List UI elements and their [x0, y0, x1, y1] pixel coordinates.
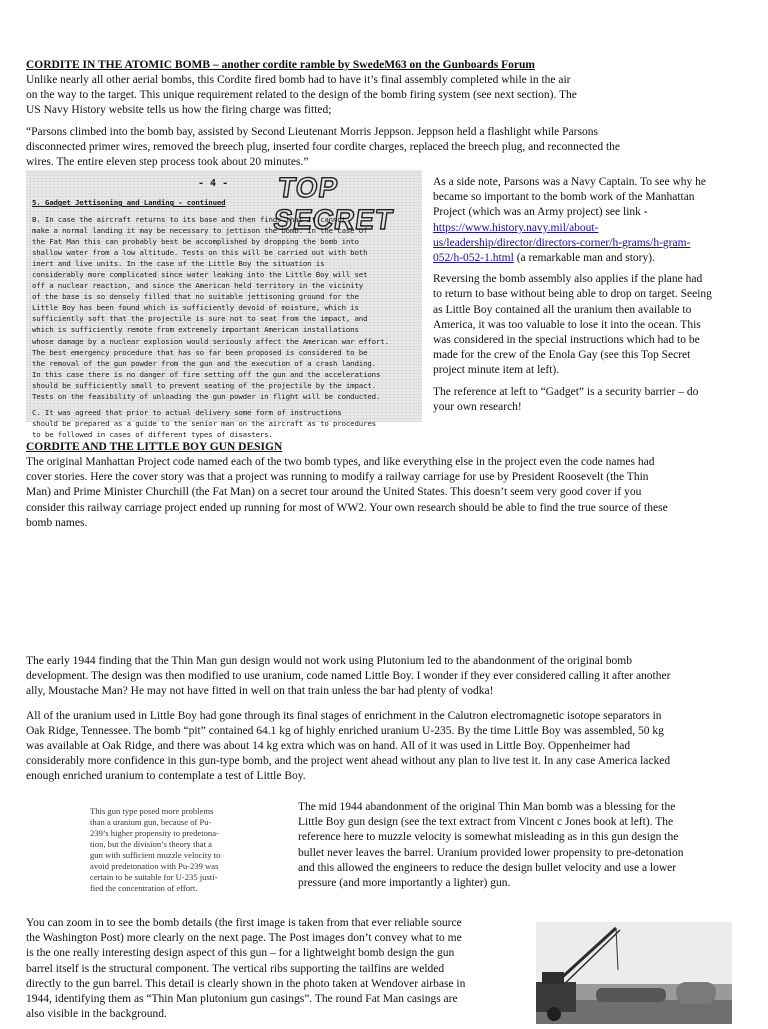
body-line: considerably more confidence in this gun-type bomb, and the project went ahead without any plan to live test it. In any case America lacked	[26, 755, 671, 768]
side-note-line: America, it was too valuable to lose it into the ocean. This	[433, 318, 701, 331]
intro-line: on the way to the target. This unique requirement related to the design of the bomb firing system (see next section). The	[26, 89, 577, 102]
section-heading: CORDITE IN THE ATOMIC BOMB – another cordite ramble by SwedeM63 on the Gunboards Forum	[26, 59, 536, 71]
scan-line: sufficiently soft that the projectile is sure not to seat from the impact, and	[32, 314, 368, 324]
body-line: bomb names.	[26, 516, 88, 529]
navy-history-link[interactable]: https://www.history.navy.mil/about-	[433, 221, 599, 234]
crane-photo-graphic	[536, 922, 732, 1024]
side-note-line: to return to base without being able to drop on target. Seeing	[433, 288, 712, 301]
link-suffix: (a remarkable man and story).	[513, 252, 655, 265]
side-note-line: Project (which was an Army project) see link -	[433, 206, 648, 219]
body-line: The original Manhattan Project code named each of the two bomb types, and like everything else in the project even the code names had	[26, 456, 655, 468]
quote-line: wires. The entire eleven step process took about 20 minutes.”	[26, 156, 309, 169]
side-note-line: was considered in the special instructions which had to be	[433, 334, 700, 347]
side-note-line: made for the crew of the Enola Gay (see this Top Secret	[433, 349, 691, 362]
body-line: The mid 1944 abandonment of the original Thin Man bomb was a blessing for the	[298, 801, 676, 813]
section-heading: CORDITE AND THE LITTLE BOY GUN DESIGN	[26, 441, 283, 453]
body-line: the Washington Post) more clearly on the next page. The Post images don’t convey what to me	[26, 932, 462, 945]
section-little-boy-gun-design	[26, 440, 750, 531]
scan-line: of the base is so densely filled that no suitable jettisoning ground for the	[32, 292, 359, 302]
body-line: cover stories. Here the cover story was that a project was running to modify a railway carriage for use by President Roosevelt (the Thin	[26, 471, 649, 484]
side-note-line: as Little Boy contained all the uranium then available to	[433, 303, 692, 316]
body-line: and this allowed the engineers to reduce the design bullet velocity and use a lower	[298, 861, 677, 874]
quote-line: “Parsons climbed into the bomb bay, assisted by Second Lieutenant Morris Jeppson. Jeppson held a flashlight while Parsons	[26, 125, 598, 138]
top-secret-stamp: TOP SECRET	[271, 172, 396, 235]
scan-line: considerably more complicated since water leaking into the Little Boy will set	[32, 270, 368, 280]
body-line: The early 1944 finding that the Thin Man gun design would not work using Plutonium led to the abandonment of the original bomb	[26, 655, 633, 667]
scan-line: off a nuclear reaction, and since the American held territory in the vicinity	[32, 281, 364, 291]
body-line: bullet never leaves the barrel. Uranium provided lower propensity to pre-detonation	[298, 846, 684, 859]
body-line: was available at Oak Ridge, and there was about 14 kg extra which was on hand. All of it was used in Little Boy. Oppenheimer had	[26, 740, 631, 753]
top-secret-document-scan	[26, 170, 422, 439]
body-line: Oak Ridge, Tennessee. The bomb “pit” contained 64.1 kg of highly enriched uranium U-235. By the time Little Boy was assembled, 50 kg	[26, 724, 664, 737]
body-line: enough enriched uranium to contemplate a test of Little Boy.	[26, 770, 306, 783]
body-line: Little Boy gun design (see the text extract from Vincent c Jones book at left). The	[298, 816, 674, 829]
scan-section-title: 5. Gadget Jettisoning and Landing - continued	[32, 198, 226, 207]
book-line: certain to be suitable for U-235 justi-	[90, 872, 218, 882]
side-note-line: project minute item at left).	[433, 364, 560, 377]
body-line: reference here to muzzle velocity is somewhat misleading as in this gun design the	[298, 831, 679, 844]
book-line: fied the concentration of effort.	[90, 883, 198, 893]
scan-line: should be prepared as a guide to the senior man on the aircraft as to procedures	[32, 418, 376, 428]
scan-line: Tests on the feasibility of unloading the gun powder in flight will be conducted.	[32, 391, 381, 401]
scan-line: which is sufficiently remote from extremely important American installations	[32, 325, 359, 335]
scan-line: the Fat Man this can probably best be accomplished by dropping the bomb into	[32, 237, 359, 247]
scan-line: should be sufficiently small to prevent seating of the projectile by the impact.	[32, 380, 376, 390]
side-note-line: became so important to the bomb work of the Manhattan	[433, 191, 695, 204]
body-line: Man) and Prime Minister Churchill (the Fat Man) on a secret tour around the United States. This doesn’t seem very good cover if you	[26, 486, 642, 499]
side-note-line: your own research!	[433, 400, 522, 413]
scan-page-number: - 4 -	[198, 178, 229, 189]
scan-line: The best emergency procedure that has so far been proposed is considered to be	[32, 347, 368, 357]
book-line: 239’s higher propensity to predetona-	[90, 828, 219, 838]
body-line: ally, Moustache Man? He may not have fitted in well on that train unless the bar had plenty of vodka!	[26, 685, 494, 698]
body-line: pressure (and more importantly a lighter) gun.	[298, 877, 511, 890]
scan-line: make a normal landing it may be necessary to jettison the bomb. In the case of	[32, 226, 368, 236]
book-extract-image	[90, 806, 280, 893]
scan-line: whose damage by a nuclear explosion would seriously affect the American war effort.	[32, 336, 389, 346]
body-line: You can zoom in to see the bomb details (the first image is taken from that ever reliable source	[26, 917, 462, 929]
body-line: All of the uranium used in Little Boy had gone through its final stages of enrichment in the Calutron electromagnetic isotope separators in	[26, 709, 662, 722]
side-note-line: Reversing the bomb assembly also applies if the plane had	[433, 273, 703, 286]
scan-line: B. In case the aircraft returns to its base and then finds that it cannot	[32, 215, 346, 224]
scan-line: inert and live units. In the case of the Little Boy the situation is	[32, 259, 325, 269]
thin-man-note	[298, 800, 748, 891]
intro-line: US Navy History website tells us how the firing charge was fitted;	[26, 104, 332, 117]
body-line: also visible in the background.	[26, 1008, 167, 1021]
scan-line: to be followed in cases of different types of disasters.	[32, 429, 273, 439]
body-line: development. The design was then modified to use uranium, code named Little Boy. I wonder if they ever considered calling it after another	[26, 670, 671, 683]
book-line: tion, but the division’s theory that a	[90, 839, 212, 849]
book-line: gun with sufficient muzzle velocity to	[90, 850, 221, 860]
body-line: directly to the gun barrel. This detail is clearly shown in the photo taken at Wendover airbase in	[26, 977, 466, 990]
book-line: This gun type posed more problems	[90, 806, 214, 816]
navy-history-link[interactable]: 052/h-052-1.html	[433, 252, 514, 265]
side-note	[433, 175, 753, 415]
body-line: is the one really interesting design aspect of this gun – for a lightweight bomb design the gun	[26, 947, 455, 960]
scan-line: the removal of the gun powder from the gun and the execution of a crash landing.	[32, 358, 376, 368]
scan-line: In this case there is no danger of fire setting off the gun and the accelerations	[32, 369, 381, 379]
scan-body	[32, 214, 420, 440]
side-note-line: The reference at left to “Gadget” is a security barrier – do	[433, 385, 699, 398]
body-line: 1944, identifying them as “Thin Man plutonium gun casings”. The round Fat Man casings are	[26, 993, 458, 1006]
section-cordite-atomic-bomb	[26, 58, 746, 170]
intro-line: Unlike nearly all other aerial bombs, this Cordite fired bomb had to have it’s final assembly completed while in the air	[26, 74, 571, 86]
thin-man-finding	[26, 654, 750, 785]
side-note-line: As a side note, Parsons was a Navy Captain. To see why he	[433, 176, 707, 188]
body-line: barrel itself is the structural component. The vertical ribs supporting the tailfins are welded	[26, 962, 445, 975]
closing-paragraph	[26, 916, 526, 1022]
quote-line: disconnected primer wires, removed the breech plug, inserted four cordite charges, replaced the breech plug, and reconnected the	[26, 140, 621, 153]
wendover-crane-photo	[536, 922, 732, 1024]
navy-history-link[interactable]: us/leadership/director/directors-corner/h-grams/h-gram-	[433, 236, 691, 249]
book-line: than a uranium gun, because of Pu-	[90, 817, 212, 827]
book-line: avoid predetonation with Pu-239 was	[90, 861, 219, 871]
scan-line: C. It was agreed that prior to actual delivery some form of instructions	[32, 407, 342, 417]
scan-line: Little Boy has been found which is sufficiently devoid of moisture, which is	[32, 303, 359, 313]
body-line: consider this railway carriage project ended up running for most of WW2. Your own research should be able to find the true source of these	[26, 501, 668, 514]
scan-line: shallow water from a low altitude. Tests on this will be carried out with both	[32, 248, 368, 258]
